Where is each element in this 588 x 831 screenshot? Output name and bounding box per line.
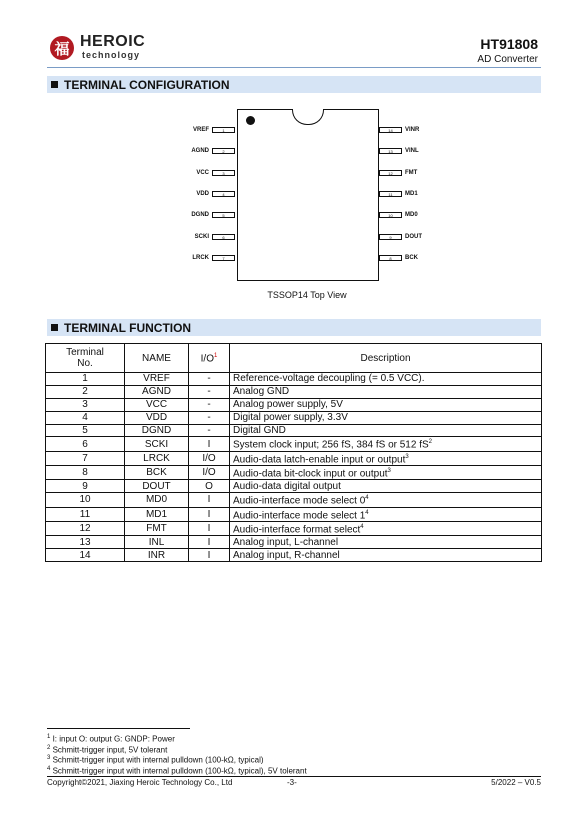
table-row — [46, 373, 542, 386]
pin-9: 9 — [379, 234, 402, 240]
table-row — [46, 536, 542, 549]
pin-label-bck: BCK — [405, 254, 418, 261]
table-row — [46, 466, 542, 480]
cell-name: MD0 — [125, 493, 189, 507]
footnote-number: 1 — [47, 734, 51, 740]
copyright: Copyright©2021, Jiaxing Heroic Technology Co., Ltd — [47, 778, 233, 787]
header-io-label: I/O — [200, 353, 214, 365]
document-subtitle: AD Converter — [477, 54, 538, 65]
brand-name: HEROIC — [80, 33, 146, 50]
cell-terminal-no: 2 — [46, 385, 125, 398]
cell-io: - — [189, 424, 230, 437]
description-text: Analog input, R-channel — [233, 549, 340, 561]
cell-name: DOUT — [125, 480, 189, 493]
cell-description — [230, 480, 542, 493]
pin-label-vdd: VDD — [196, 190, 209, 197]
table-row — [46, 411, 542, 424]
section-title: TERMINAL FUNCTION — [64, 320, 192, 335]
pin-5: 5 — [212, 212, 235, 218]
description-text: Audio-data bit-clock input or output — [233, 468, 388, 480]
table-row — [46, 507, 542, 521]
cell-name: INR — [125, 549, 189, 562]
pin-label-vinl: VINL — [405, 148, 419, 155]
cell-name: BCK — [125, 466, 189, 480]
table-row — [46, 480, 542, 493]
table-row — [46, 385, 542, 398]
section-terminal-configuration — [47, 76, 541, 93]
cell-description — [230, 466, 542, 480]
cell-description — [230, 549, 542, 562]
footnote-text: Schmitt-trigger input with internal pulldown (100-kΩ, typical), 5V tolerant — [52, 766, 307, 776]
cell-terminal-no: 3 — [46, 398, 125, 411]
cell-name: VCC — [125, 398, 189, 411]
footnote-number: 2 — [47, 744, 51, 751]
section-terminal-function — [47, 319, 541, 336]
bullet-square-icon — [51, 81, 58, 88]
pin-label-dgnd: DGND — [191, 212, 209, 219]
cell-description — [230, 411, 542, 424]
cell-io: I — [189, 536, 230, 549]
cell-terminal-no: 4 — [46, 411, 125, 424]
cell-name: SCKI — [125, 437, 189, 451]
description-footnote: 2 — [428, 439, 433, 446]
description-text: System clock input; 256 fS, 384 fS or 512 fS — [233, 439, 429, 451]
cell-description — [230, 493, 542, 507]
description-text: Audio-interface mode select 0 — [233, 495, 366, 507]
cell-io: - — [189, 411, 230, 424]
pin-2: 2 — [212, 148, 235, 154]
description-text: Audio-data digital output — [233, 480, 341, 492]
pin-3: 3 — [212, 170, 235, 176]
pin-7: 7 — [212, 255, 235, 261]
description-text: Digital power supply, 3.3V — [233, 412, 348, 424]
footer-divider — [47, 776, 541, 777]
cell-name: INL — [125, 536, 189, 549]
header-terminal-label: Terminal — [66, 347, 104, 358]
footnote-divider — [47, 728, 190, 729]
table-row — [46, 424, 542, 437]
cell-io: I — [189, 507, 230, 521]
cell-io: - — [189, 385, 230, 398]
cell-io: I — [189, 437, 230, 451]
description-footnote: 3 — [405, 453, 409, 460]
pin-label-fmt: FMT — [405, 169, 418, 176]
table-row — [46, 451, 542, 465]
pin-label-vcc: VCC — [196, 169, 209, 176]
cell-description — [230, 437, 542, 451]
cell-name: DGND — [125, 424, 189, 437]
package-caption: TSSOP14 Top View — [267, 290, 347, 300]
cell-name: VDD — [125, 411, 189, 424]
description-text: Analog input, L-channel — [233, 536, 339, 548]
footnote-4 — [47, 764, 307, 777]
cell-terminal-no: 10 — [46, 493, 125, 507]
description-text: Analog GND — [233, 386, 290, 398]
cell-io: I — [189, 521, 230, 535]
cell-terminal-no: 7 — [46, 451, 125, 465]
cell-io: I — [189, 549, 230, 562]
cell-description — [230, 451, 542, 465]
table-row — [46, 437, 542, 451]
page-number: -3- — [287, 778, 297, 787]
cell-description — [230, 521, 542, 535]
cell-terminal-no: 6 — [46, 437, 125, 451]
brand-subtitle: technology — [82, 50, 141, 60]
cell-io: O — [189, 480, 230, 493]
cell-io: I — [189, 493, 230, 507]
cell-io: - — [189, 398, 230, 411]
cell-terminal-no: 12 — [46, 521, 125, 535]
header-terminal-no — [46, 344, 125, 373]
header-divider — [47, 67, 541, 68]
cell-terminal-no: 11 — [46, 507, 125, 521]
pin-label-vref: VREF — [192, 127, 209, 133]
table-row — [46, 493, 542, 507]
bullet-square-icon — [51, 324, 58, 331]
cell-name: VREF — [125, 373, 189, 386]
cell-terminal-no: 5 — [46, 424, 125, 437]
pin-label-md1: MD1 — [405, 190, 418, 197]
description-footnote: 4 — [360, 523, 364, 530]
section-title: TERMINAL CONFIGURATION — [64, 77, 230, 92]
footnote-number: 3 — [47, 755, 51, 761]
footnote-text: Schmitt-trigger input, 5V tolerant — [52, 745, 168, 755]
cell-terminal-no: 8 — [46, 466, 125, 480]
header-description: Description — [230, 344, 542, 373]
footnote-text: I: input O: output G: GNDP: Power — [52, 734, 175, 744]
chip-body — [237, 109, 379, 281]
version: 5/2022 – V0.5 — [491, 778, 541, 787]
pin1-marker-dot — [246, 116, 255, 125]
pin-13: 13 — [379, 148, 402, 154]
description-text: Digital GND — [233, 425, 286, 436]
pin-6: 6 — [212, 234, 235, 240]
cell-io: - — [189, 373, 230, 386]
cell-description — [230, 507, 542, 521]
pin-8: 8 — [379, 255, 402, 261]
company-logo-icon: 福 — [50, 36, 74, 60]
header-name: NAME — [125, 344, 189, 373]
pin-label-agnd: AGND — [191, 148, 209, 155]
pin-1: 1 — [212, 127, 235, 133]
footnote-text: Schmitt-trigger input with internal pulldown (100-kΩ, typical) — [52, 755, 264, 765]
cell-description — [230, 385, 542, 398]
cell-io: I/O — [189, 451, 230, 465]
table-row — [46, 398, 542, 411]
terminal-function-table — [45, 343, 542, 562]
pin-4: 4 — [212, 191, 235, 197]
pin-10: 10 — [379, 212, 402, 218]
table-row — [46, 521, 542, 535]
description-footnote: 4 — [365, 509, 369, 516]
cell-description — [230, 398, 542, 411]
description-footnote: 3 — [387, 468, 391, 475]
pin-11: 11 — [379, 191, 402, 197]
cell-io: I/O — [189, 466, 230, 480]
table-row — [46, 549, 542, 562]
table-header-row — [46, 344, 542, 373]
description-text: Reference-voltage decoupling (= 0.5 VCC). — [233, 373, 425, 385]
pin-label-scki: SCKI — [194, 233, 209, 240]
cell-name: MD1 — [125, 507, 189, 521]
pin-label-dout: DOUT — [405, 233, 422, 240]
description-text: Analog power supply, 5V — [233, 399, 343, 411]
header-io — [189, 344, 230, 373]
description-text: Audio-interface mode select 1 — [233, 509, 366, 521]
cell-description — [230, 424, 542, 437]
cell-name: FMT — [125, 521, 189, 535]
pin-12: 12 — [379, 170, 402, 176]
description-footnote: 4 — [365, 495, 369, 502]
pin-label-vinr: VINR — [405, 127, 420, 133]
cell-name: AGND — [125, 385, 189, 398]
cell-name: LRCK — [125, 451, 189, 465]
cell-terminal-no: 1 — [46, 373, 125, 386]
description-text: Audio-interface format select — [233, 524, 361, 536]
cell-terminal-no: 9 — [46, 480, 125, 493]
pin-14: 14 — [379, 127, 402, 133]
cell-description — [230, 373, 542, 386]
footnote-number: 4 — [47, 765, 51, 772]
description-text: Audio-data latch-enable input or output — [233, 454, 406, 466]
header-io-footnote: 1 — [214, 353, 218, 360]
pin-label-md0: MD0 — [405, 212, 418, 219]
cell-description — [230, 536, 542, 549]
header-no-label: No. — [77, 358, 93, 369]
part-number: HT91808 — [480, 36, 538, 52]
cell-terminal-no: 14 — [46, 549, 125, 562]
pin-label-lrck: LRCK — [192, 254, 209, 261]
cell-terminal-no: 13 — [46, 536, 125, 549]
